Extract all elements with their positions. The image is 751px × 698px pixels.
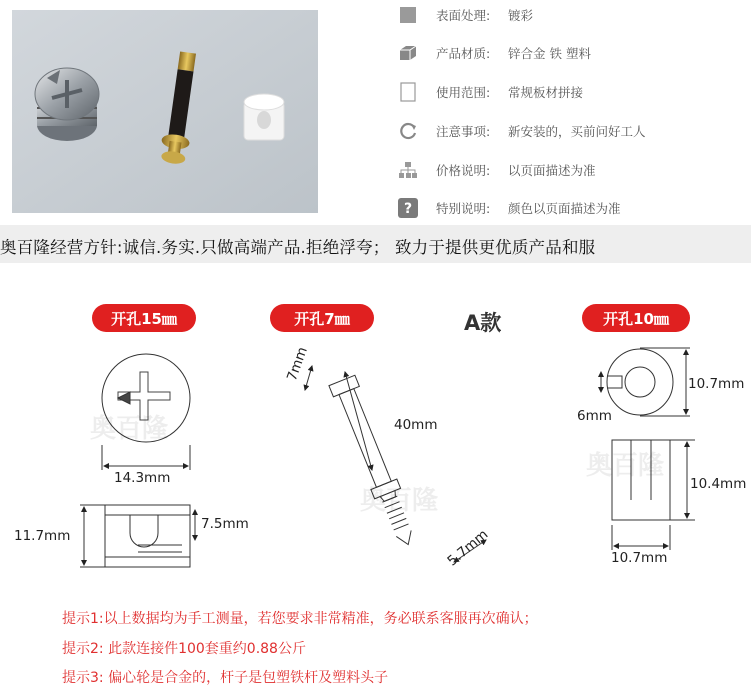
product-photo bbox=[12, 10, 318, 213]
spec-row bbox=[398, 120, 646, 142]
question-icon bbox=[398, 199, 418, 217]
dimension-label: 11.7mm bbox=[14, 528, 71, 544]
note-line: 提示2: 此款连接件100套重约0.88公斤 bbox=[62, 641, 306, 657]
spec-value: 镀彩 bbox=[508, 8, 534, 23]
dimension-label: 10.4mm bbox=[690, 476, 747, 492]
dimension-label: 6mm bbox=[577, 408, 612, 424]
spec-value: 颜色以页面描述为准 bbox=[508, 201, 621, 216]
spec-label: 使用范围: bbox=[436, 85, 491, 100]
spec-label: 价格说明: bbox=[436, 163, 491, 178]
dimension-label: 7.5mm bbox=[201, 516, 249, 532]
note-line: 提示1:以上数据均为手工测量，若您要求非常精准，务必联系客服再次确认； bbox=[62, 611, 538, 627]
dimension-label: 5.7mm bbox=[444, 526, 492, 570]
dimension-label: 14.3mm bbox=[114, 470, 171, 486]
spec-label: 表面处理: bbox=[436, 8, 491, 23]
spec-value: 以页面描述为准 bbox=[508, 163, 596, 178]
watermark: 奥百隆 bbox=[586, 451, 665, 481]
spec-row bbox=[398, 81, 583, 103]
surface-square-icon bbox=[398, 6, 418, 24]
dimension-label: 10.7mm bbox=[611, 550, 668, 566]
dimension-label: 10.7mm bbox=[688, 376, 745, 392]
spec-row bbox=[398, 4, 533, 26]
cube-icon bbox=[398, 44, 418, 62]
spec-value: 常规板材拼接 bbox=[508, 85, 584, 100]
rectangle-icon bbox=[398, 83, 418, 101]
watermark: 奥百隆 bbox=[90, 414, 169, 444]
spec-label: 注意事项: bbox=[436, 124, 491, 139]
spec-row bbox=[398, 159, 596, 181]
dimension-label: 7mm bbox=[283, 344, 311, 384]
hole-size-badge: 开孔15㎜ bbox=[92, 304, 196, 332]
spec-row bbox=[398, 42, 591, 64]
hole-size-badge: 开孔7㎜ bbox=[270, 304, 374, 332]
slogan-text: 奥百隆经营方针:诚信.务实.只做高端产品.拒绝浮夸； 致力于提供更优质产品和服 bbox=[0, 238, 596, 257]
hole-size-badge: 开孔10㎜ bbox=[582, 304, 690, 332]
model-title: A款 bbox=[464, 311, 502, 335]
spec-value: 新安装的，买前问好工人 bbox=[508, 124, 646, 139]
svg-text:?: ? bbox=[403, 201, 413, 217]
spec-label: 特别说明: bbox=[436, 201, 491, 216]
watermark: 奥百隆 bbox=[360, 486, 439, 516]
spec-value: 锌合金 铁 塑料 bbox=[508, 46, 591, 61]
spec-label: 产品材质: bbox=[436, 46, 491, 61]
spec-row bbox=[398, 197, 621, 219]
hierarchy-icon bbox=[398, 161, 418, 179]
refresh-icon bbox=[398, 122, 418, 140]
dimension-label: 40mm bbox=[394, 417, 438, 433]
note-line: 提示3: 偏心轮是合金的，杆子是包塑铁杆及塑料头子 bbox=[62, 670, 389, 686]
